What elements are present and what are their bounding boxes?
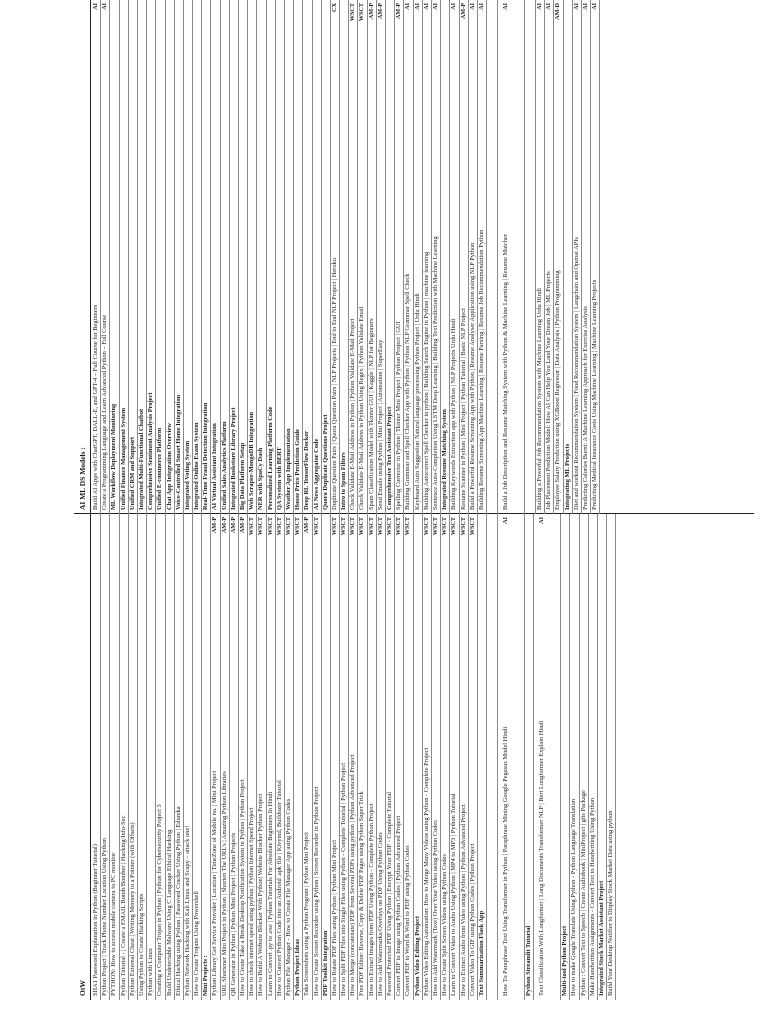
table-row <box>460 0 469 514</box>
section-heading-row <box>478 514 487 1000</box>
row-label: How to Build A Website Blocker With Python| Website Blocker Python Project <box>257 793 265 996</box>
table-row <box>175 514 184 1000</box>
row-label: Build Undetectable Malware Using C Language Ethical Hacking <box>165 829 173 996</box>
table-row <box>534 514 561 1000</box>
table-row <box>404 514 413 1000</box>
table-row <box>239 514 248 1000</box>
table-row <box>368 514 377 1000</box>
row-tag: AI <box>545 3 553 10</box>
row-label: Real-Time Fraud Detection Integration <box>202 402 210 510</box>
row-label: Employee Salary Prediction using XGBoost Regressor | Data Analysis | Python Programming <box>554 270 562 510</box>
row-label: Python Video Editing Automation: How to Merge Many Videos using Python - Complete Project <box>422 747 430 996</box>
section-heading-row <box>285 0 294 514</box>
section-heading-row <box>267 0 276 514</box>
table-row <box>395 0 404 514</box>
row-label: Comprehensive Text Assistant Project <box>386 406 393 510</box>
table-row <box>450 0 459 514</box>
table-row <box>193 514 202 1000</box>
row-label: House Price Prediction Guide <box>294 429 302 510</box>
section-heading-row <box>147 0 156 514</box>
table-row <box>340 514 349 1000</box>
blank-row <box>487 514 498 1000</box>
section-heading-row <box>322 514 331 1000</box>
table-row <box>147 514 156 1000</box>
row-label: Python : Convert Text to Speech | Create Audiobook | MiniProject | gtts Package <box>579 790 587 996</box>
row-label: Python External Cheat | Writing Memory to a Pointer (with Offsets) <box>128 822 136 996</box>
row-tag: AM-P <box>459 3 467 20</box>
row-label: Building a Powerful Job Recommendation System with Machine Learning Urdu Hindi <box>536 288 544 510</box>
table-row <box>386 514 395 1000</box>
right-column <box>74 0 754 514</box>
row-tag: AI <box>502 517 510 524</box>
row-label: How to Add Watermarks/Overlays on PDF Using Python Codes <box>376 832 384 996</box>
table-row <box>441 514 450 1000</box>
table-row <box>211 514 220 1000</box>
table-row <box>395 514 404 1000</box>
table-row <box>582 0 591 514</box>
heading-rule <box>90 514 91 1000</box>
row-tag: WSCT <box>404 517 412 536</box>
row-tag: AM-P <box>303 517 311 534</box>
row-tag: AI <box>477 3 485 10</box>
table-row <box>230 514 239 1000</box>
row-label: Quora Duplicate Questions Project <box>321 414 329 510</box>
row-label: Convert PDF to Word & Word to PDF using Python Codes <box>404 845 412 996</box>
right-column-heading: AI ML DS Models : <box>78 447 87 510</box>
section-heading-row <box>138 0 147 514</box>
table-row <box>478 0 487 514</box>
row-label: Take Screenshots using a Python Program | Python Mini Project <box>303 832 311 996</box>
row-tag: WSCT <box>450 517 458 536</box>
row-label: Build AI Apps with ChatGPT, DALL-E, and GPT-4 – Full Course for Beginners <box>92 304 99 510</box>
table-row <box>349 514 358 1000</box>
row-tag: AI <box>468 3 476 10</box>
row-label: Unified CRM and Support <box>128 437 136 510</box>
row-tag: AI <box>101 3 109 10</box>
row-label: Integrating ML Projects <box>563 443 571 510</box>
row-label: Building Resume Screening App Machine Learning | Resume Parsing | Resume Job Recommendation Python <box>477 229 485 510</box>
row-label: Create a Programming Language and Learn Advanced Python – Full Course <box>101 314 109 510</box>
row-label: Chat App Integration Overview <box>165 423 173 510</box>
section-heading-row <box>110 0 119 514</box>
row-tag: WSCT <box>349 517 357 536</box>
row-label: How to Create Screen Recorder using Python | Screen Recorder in Python Project <box>312 786 320 996</box>
section-heading-row <box>313 0 322 514</box>
row-tag: WSCT <box>275 517 283 536</box>
table-row <box>110 514 119 1000</box>
table-row <box>303 514 312 1000</box>
row-tag: AI <box>422 3 430 10</box>
row-label: Build a Job Description and Resume Matching System with Python & Machine Learning | Resume Matcher <box>502 234 510 510</box>
section-heading-row <box>248 0 257 514</box>
table-row <box>184 514 193 1000</box>
row-tag: AM-P <box>395 3 403 20</box>
row-label: Python with Linux <box>147 948 155 996</box>
section-heading-row <box>239 0 248 514</box>
section-heading-row <box>166 0 175 514</box>
row-tag: AM-D <box>554 3 562 20</box>
row-label: Predicting Medical Insurance Costs Using Machine Learning | Machine Learning Projects <box>591 279 599 510</box>
row-label: Integrated Resume Matching System <box>441 409 449 510</box>
row-tag: WSCT <box>441 517 449 536</box>
table-row <box>331 0 340 514</box>
row-label: QR Generator in Python | Python Mini Project | Python Projects <box>229 832 237 996</box>
row-tag: AI <box>450 3 458 10</box>
row-label: Unified E-commerce Platform <box>156 427 164 510</box>
row-label: Multi-tool Python Project <box>561 925 569 996</box>
section-heading-row <box>294 0 303 514</box>
row-label: Duplicate Question Pairs | Quora Question Pairs | NLP Projects | End to End NLP Project | Heroku <box>330 258 338 510</box>
row-tag: AI <box>591 3 599 10</box>
section-heading-row <box>294 514 303 1000</box>
row-label: Integrated Stock Market Assistant Project <box>598 880 605 996</box>
row-label: How to Add Watermark (Text) Over Your Video using Python Codes <box>431 820 439 996</box>
table-row <box>423 0 432 514</box>
section-heading-row <box>386 0 395 514</box>
table-row <box>591 0 600 514</box>
row-label: Using Python to Create Hacking Scripts <box>137 893 145 996</box>
section-heading-row <box>129 0 138 514</box>
row-tag: AM-P <box>376 3 384 20</box>
row-label: Python File Manager - How to Create File Manager App using Python Codes <box>284 798 292 996</box>
row-label: Convert PDF to Image using Python Codes | Python Advanced Project <box>395 815 403 996</box>
row-tag: WSCT <box>248 517 256 536</box>
row-tag: CX <box>330 3 338 12</box>
row-label: How to Create Trojans Using Powershell <box>193 891 201 996</box>
row-label: Integrated Online Exam System <box>193 422 201 510</box>
table-row <box>498 514 525 1000</box>
rotated-document-sheet <box>74 0 754 1000</box>
section-heading-row <box>525 514 534 1000</box>
row-label: Building Autocorrect Spell Checker in python | Building Search Engine in Python | machine learning <box>422 251 430 510</box>
row-label: How to Split PDF Files into Single Files using Python - Complete Tutorial | Python Project <box>340 763 348 996</box>
row-label: How to Extract Audio from Video using Python | Python Advanced Project <box>459 804 467 996</box>
table-row <box>432 514 441 1000</box>
row-label: AI News Aggregator Code <box>312 438 320 510</box>
row-tag: AM-P <box>239 517 246 534</box>
right-row-list <box>92 0 600 514</box>
table-row <box>573 0 582 514</box>
table-row <box>92 514 101 1000</box>
row-label: Send Emails using Python | Mini Project | Automation | SuperEasy <box>376 339 384 510</box>
table-row <box>432 0 441 514</box>
row-tag: WSCT <box>459 517 467 536</box>
row-label: Check Validate E-Mail Address in Python Using Regex | Python Validate Email <box>358 306 366 510</box>
row-label: Voice-Controlled Smart Home Integration <box>174 394 182 510</box>
row-label: Python Network Hacking with Kali Linux and Scapy – attack one! <box>183 825 191 996</box>
row-label: How to Create Split Screen Videos using Python Codes <box>441 854 449 996</box>
row-label: Building Keywords Extraction app with Python | NLP Projects Urdu Hindi <box>450 318 458 510</box>
row-label: Free PDF Editor: Reverse, Copy & Delete PDF Pages using Python Super Trick <box>358 791 366 996</box>
table-row <box>267 514 276 1000</box>
row-label: Comprehensive Sentiment Analysis Project <box>147 392 155 510</box>
table-row <box>221 514 230 1000</box>
table-row <box>377 0 386 514</box>
row-label: How to Create Take a Break Desktop Notification System in Python | Python Project <box>239 779 246 996</box>
table-row <box>498 0 525 514</box>
row-tag: WSCT <box>367 517 375 536</box>
table-row <box>404 0 413 514</box>
row-tag: WSCT <box>340 517 348 536</box>
row-tag: WSCT <box>468 517 476 536</box>
row-label: Deep RL TensorFlow Docker <box>303 431 311 510</box>
row-label: Python Library Get Service Provider | Location | TimeZone of Mobile no. | Mini Project <box>211 770 219 996</box>
row-label: Unified Finance Management System <box>119 407 127 510</box>
row-label: Weather App Implementation <box>284 428 292 510</box>
table-row <box>450 514 459 1000</box>
row-label: How to check internet speed using python | Python Internet Speed Project <box>248 807 256 996</box>
row-tag: WSCT <box>395 517 403 536</box>
row-label: Creating a Computer Trojan in Python | Python for Cybersecurity Project 3 <box>156 804 164 996</box>
row-tag: AI <box>572 3 580 10</box>
table-row <box>607 514 616 1000</box>
row-label: Python Project | Track Phone Number Location Using Python <box>101 838 109 996</box>
table-row <box>120 514 129 1000</box>
left-column-heading: OtW <box>78 980 87 996</box>
row-label: Convert Video To GIF using Python Codes | Python Project <box>468 843 476 996</box>
table-row <box>101 514 110 1000</box>
row-label: Make Handwritten Assignments - Convert Text to Handwriting Using Python <box>588 797 596 996</box>
row-label: Resume Scanner in Python | Mini Project | Python Tutorial | Basic NLP Project <box>459 308 467 510</box>
row-label: How to Rotate PDF Files using Python | Python Mini Project <box>330 839 338 996</box>
section-heading-row <box>257 0 266 514</box>
left-row-list <box>92 514 616 1000</box>
row-tag: WSCT <box>284 517 292 536</box>
section-heading-row <box>303 0 312 514</box>
row-tag: AI <box>404 3 412 10</box>
row-label: QA System with BERT <box>275 447 283 510</box>
table-row <box>423 514 432 1000</box>
row-label: Build Your Desktop Notifier to Display Stock Market Data using python <box>607 810 615 996</box>
row-label: Password Protected PDF Using Python | Encrypt Your PDF - Complete Tutorial <box>386 791 393 996</box>
row-tag: WSCT <box>312 517 320 536</box>
row-label: Check Validate E-Mail Address in Python | Python Validate E-Mail Project <box>349 318 357 510</box>
table-row <box>580 514 589 1000</box>
row-label: How to Convert Python Code into an Android .apk file | Kivymd, Buildozer Tutorial <box>275 780 283 996</box>
section-heading-row <box>202 0 211 514</box>
section-heading-row <box>276 0 285 514</box>
section-heading-row <box>561 514 570 1000</box>
row-tag: WSCT <box>376 517 384 536</box>
row-label: Keyboard Auto Suggestion Natural language processing Python Project | Urdu Hindi <box>413 293 421 510</box>
table-row <box>358 514 367 1000</box>
section-heading-row <box>184 0 193 514</box>
row-label: Ethical Hacking using Python | Password Cracker Using Python | Edureka <box>174 806 182 996</box>
table-row <box>358 0 367 514</box>
row-label: Job Placement Prediction Model: How AI Can Help You Land Your Dream Job | ML Projects <box>545 271 553 510</box>
row-label: PDF Toolkit Integration <box>321 930 329 996</box>
row-label: Predicting Calories Burnt: A Machine Learning Approach for Exercise Analysis <box>582 306 589 510</box>
row-label: Learn to Convert Video to Audio Using Python | MP4 to MP3 | Python Tutorial <box>450 793 458 996</box>
row-tag: AM-P <box>367 3 375 20</box>
section-heading-row <box>120 0 129 514</box>
table-row <box>248 514 257 1000</box>
table-row <box>138 514 147 1000</box>
table-row <box>414 0 423 514</box>
row-label: Spelling Corrector in Python | Tkinter Mini Project | Python Project | GUI <box>395 321 403 510</box>
table-row <box>285 514 294 1000</box>
table-row <box>349 0 358 514</box>
row-tag: WSCT <box>358 3 366 22</box>
row-label: Spam Classification Model with Tkinter GUI | Kaggle | NLP for Beginners <box>367 318 375 510</box>
section-heading-row <box>340 0 349 514</box>
section-heading-row <box>202 514 211 1000</box>
row-tag: WSCT <box>431 517 439 536</box>
table-row <box>313 514 322 1000</box>
table-row <box>460 514 469 1000</box>
row-label: Python Project Ideas <box>294 938 302 996</box>
section-heading-row <box>211 0 220 514</box>
section-heading-row <box>221 0 230 514</box>
table-row <box>545 0 554 514</box>
table-row <box>469 514 478 1000</box>
row-label: Integrated Multi-Functional Chatbot <box>137 408 145 510</box>
row-tag: AM-P <box>229 517 237 534</box>
table-row <box>536 0 545 514</box>
row-tag: AI <box>502 3 510 10</box>
row-label: Personalized Learning Platform Code <box>266 406 274 510</box>
row-label: How to Merge (concatenate) PDF from Several PDFs using python | Python Advanced Project <box>349 754 357 996</box>
table-row <box>469 0 478 514</box>
section-heading-row <box>156 0 165 514</box>
row-label: URL Shortener Mini Project in Python | Shorten The URL's | Amazing Python Libraries <box>220 771 228 996</box>
row-tag: AI <box>431 3 439 10</box>
table-row <box>257 514 266 1000</box>
row-tag: WSCT <box>257 517 265 536</box>
row-label: ML Workflow Deployment Monitoring <box>110 403 118 510</box>
row-tag: AI <box>413 3 421 10</box>
row-tag: AI <box>92 3 99 10</box>
row-tag: AM-P <box>211 517 219 534</box>
row-label: Python Video Editing Project <box>413 916 421 996</box>
row-tag: WSCT <box>422 517 430 536</box>
row-label: Python Streamlit Tutorial <box>525 925 533 996</box>
table-row <box>331 514 340 1000</box>
table-row <box>368 0 377 514</box>
table-row <box>377 514 386 1000</box>
row-tag: WSCT <box>358 517 366 536</box>
row-label: AI Virtual Assistant Integration <box>211 423 219 510</box>
table-row <box>554 0 563 514</box>
row-tag: WSCT <box>349 3 357 22</box>
row-label: Python Tutorial - | Create a EMAIL Bomb/Bomber | Hacking/Info-Sec <box>119 815 127 996</box>
row-label: Intro to Spam Filters <box>340 452 348 510</box>
row-label: SHA1 Password Explanation in Python (Beginner Tutorial) <box>92 844 99 996</box>
table-row <box>276 514 285 1000</box>
blank-row <box>525 0 536 514</box>
left-column <box>74 513 754 1000</box>
row-tag: AI <box>538 517 546 524</box>
heading-rule <box>90 0 91 514</box>
row-label: Integrated Voting System <box>183 440 191 510</box>
row-label: How to make Google Translate Using Python - Python Language Translation <box>570 798 578 996</box>
section-heading-row <box>193 0 202 514</box>
section-heading-row <box>230 0 239 514</box>
row-tag: WSCT <box>386 517 393 536</box>
table-row <box>156 514 165 1000</box>
blank-row <box>487 0 498 514</box>
row-tag: WSCT <box>330 517 338 536</box>
row-tag: WSCT <box>294 517 302 536</box>
row-tag: AI <box>536 3 544 10</box>
row-label: Web Scraper-MongoDB Integration <box>248 411 256 510</box>
row-tag: AM-P <box>220 517 228 534</box>
row-label: Text Classification With Longformer | Long Documents Transformer NLP | Bert Longformer Explain Hindi <box>538 720 546 996</box>
row-label: Text Summarization Flask App <box>477 910 485 996</box>
row-label: How To Paraphrase Text Using Transformer in Python | Paraphrase Mining Google Pegasus Model Hindi <box>502 726 510 996</box>
row-label: PYTHON: How to access mobile camera to PC monitor <box>110 852 118 996</box>
section-heading-row <box>414 514 423 1000</box>
row-label: Big Data Platform Setup <box>239 442 246 510</box>
row-label: Build a Powerful Resume Screening App with Python | Resume Analyser Application using NLP Python <box>468 242 476 510</box>
row-label: Building Grammar and Spell Checker App with Python | Python NLP Grammar Spell Check <box>404 273 412 510</box>
table-row <box>129 514 138 1000</box>
row-tag: AI <box>582 3 589 10</box>
row-label: Integrated Bookstore Library Project <box>229 407 237 510</box>
row-label: Learn to Convert .py to .exe | Python Tutorials For Absolute Beginners In Hindi <box>266 791 274 996</box>
table-row <box>166 514 175 1000</box>
table-row <box>589 514 598 1000</box>
section-heading-row <box>564 0 573 514</box>
section-heading-row <box>175 0 184 514</box>
row-label: NER with SpaCy Dash <box>257 447 265 510</box>
row-tag: WSCT <box>266 517 274 536</box>
section-heading-row <box>441 0 450 514</box>
section-heading-row <box>598 514 607 1000</box>
row-label: How to Extract Images from PDF Using Python - Complete Python Project <box>367 803 375 996</box>
row-label: Unified Sales Analytics Platform <box>220 421 228 510</box>
section-heading-row <box>322 0 331 514</box>
row-label: Diet and workout Recommendation System | Food Recommendation System | Langchain and Openai APIs <box>572 237 580 510</box>
table-row <box>92 0 101 514</box>
row-label: Mini Projects : <box>202 955 210 996</box>
table-row <box>101 0 110 514</box>
table-row <box>570 514 579 1000</box>
row-label: Sentence Auto-Completion Using LSTM Deep Learning | Building Text Prediction with Machine Learning <box>431 236 439 510</box>
